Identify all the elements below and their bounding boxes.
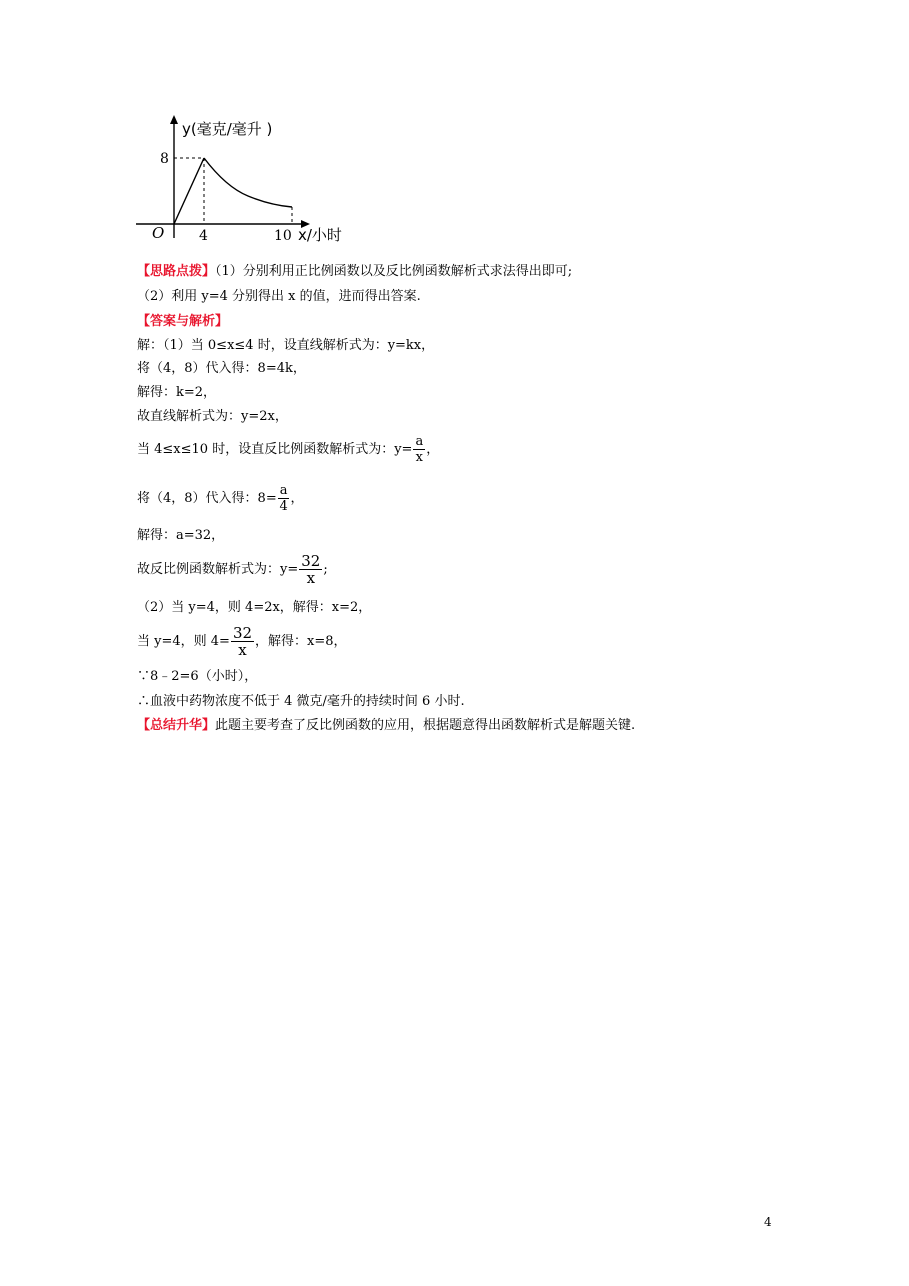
fraction-a-over-4 bbox=[278, 483, 290, 514]
fraction-numerator: 32 bbox=[232, 624, 253, 642]
solution-text-1: 解：（1）当 0≤x≤4 时，设直线解析式为：y=kx， bbox=[137, 338, 435, 353]
solution-line-9 bbox=[137, 600, 371, 616]
fraction-denominator: x bbox=[306, 569, 316, 587]
answer-tag: 【答案与解析】 bbox=[137, 314, 229, 329]
hint-line-1 bbox=[137, 264, 572, 280]
solution-suffix-10: ，解得：x=8， bbox=[255, 634, 347, 649]
solution-text-6: 将（4，8）代入得：8= bbox=[137, 491, 277, 506]
fraction-numerator: 32 bbox=[301, 552, 321, 570]
x-tick-4: 4 bbox=[199, 228, 208, 244]
solution-line-5 bbox=[137, 434, 439, 465]
hint-line-2 bbox=[137, 289, 421, 305]
fraction-denominator: x bbox=[415, 450, 423, 465]
fraction-denominator: 4 bbox=[279, 499, 288, 514]
solution-line-6 bbox=[137, 483, 304, 514]
solution-text-7: 解得：a=32， bbox=[137, 528, 225, 543]
solution-text-9: （2）当 y=4，则 4=2x，解得：x=2， bbox=[137, 600, 372, 615]
linear-segment bbox=[174, 158, 204, 224]
summary-line bbox=[137, 718, 635, 734]
solution-line-10 bbox=[137, 625, 347, 658]
solution-text-12: ∴血液中药物浓度不低于 4 微克/毫升的持续时间 6 小时. bbox=[137, 694, 465, 709]
solution-line-4 bbox=[137, 409, 288, 425]
origin-label: O bbox=[152, 224, 165, 242]
solution-line-11 bbox=[137, 669, 257, 685]
fraction-32-over-x bbox=[299, 553, 322, 586]
solution-line-2 bbox=[137, 361, 306, 377]
solution-text-5: 当 4≤x≤10 时，设直反比例函数解析式为：y= bbox=[137, 442, 413, 457]
solution-text-11: ∵8﹣2=6（小时）， bbox=[137, 669, 258, 684]
solution-line-1 bbox=[137, 338, 434, 354]
fraction-numerator: a bbox=[279, 483, 288, 498]
fraction-a-over-x bbox=[413, 434, 425, 465]
solution-line-7 bbox=[137, 528, 224, 544]
fraction-32-over-x-2 bbox=[231, 625, 254, 658]
concentration-graph bbox=[128, 112, 368, 248]
x-tick-10: 10 bbox=[274, 228, 292, 244]
hint-text-2: （2）利用 y=4 分别得出 x 的值，进而得出答案. bbox=[137, 289, 421, 304]
solution-text-4: 故直线解析式为：y=2x， bbox=[137, 409, 288, 424]
hint-text-1: （1）分别利用正比例函数以及反比例函数解析式求法得出即可; bbox=[215, 264, 573, 279]
solution-text-3: 解得：k=2， bbox=[137, 385, 217, 400]
y-axis-label: y(毫克/毫升 ) bbox=[182, 120, 273, 138]
solution-suffix-6: ， bbox=[290, 491, 304, 506]
solution-text-8: 故反比例函数解析式为：y= bbox=[137, 562, 299, 577]
solution-text-2: 将（4，8）代入得：8=4k， bbox=[137, 361, 306, 376]
x-axis-label: x/小时 bbox=[298, 226, 342, 244]
solution-suffix-8: ; bbox=[323, 562, 328, 577]
fraction-denominator: x bbox=[238, 641, 247, 659]
solution-line-12 bbox=[137, 694, 465, 710]
solution-text-10: 当 y=4，则 4= bbox=[137, 634, 230, 649]
y-axis-arrow bbox=[170, 115, 178, 124]
fraction-numerator: a bbox=[415, 434, 424, 449]
summary-text: 此题主要考查了反比例函数的应用，根据题意得出函数解析式是解题关键. bbox=[215, 718, 636, 733]
hyperbola-segment bbox=[204, 158, 292, 207]
answer-heading bbox=[137, 314, 228, 330]
solution-line-8 bbox=[137, 553, 328, 586]
y-tick-8: 8 bbox=[160, 151, 169, 167]
solution-line-3 bbox=[137, 385, 216, 401]
summary-tag: 【总结升华】 bbox=[137, 718, 216, 733]
solution-suffix-5: ， bbox=[426, 442, 440, 457]
hint-tag: 【思路点拨】 bbox=[137, 264, 216, 279]
page-number: 4 bbox=[764, 1215, 772, 1229]
